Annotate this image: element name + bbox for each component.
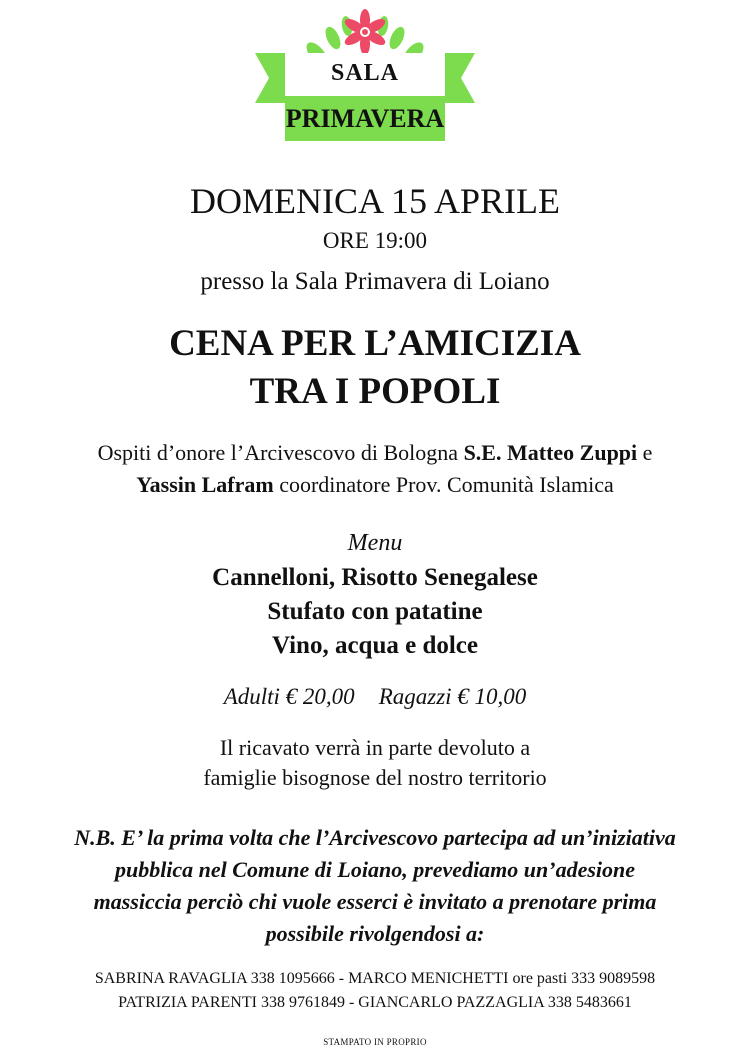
event-venue: presso la Sala Primavera di Loiano	[200, 268, 550, 295]
guests-line2	[0, 472, 750, 498]
menu-item: Stufato con patatine	[267, 598, 483, 625]
event-title-line1: CENA PER L’AMICIZIA	[169, 323, 581, 364]
guests-line1	[0, 440, 750, 466]
footer-note: STAMPATO IN PROPRIO	[323, 1037, 427, 1047]
guests-line1-post: e	[637, 440, 653, 465]
menu-item: Cannelloni, Risotto Senegalese	[212, 564, 538, 591]
nb-line: pubblica nel Comune di Loiano, prevediamo un’adesione	[114, 857, 636, 882]
logo-line1: SALA	[330, 60, 400, 86]
guest-name-lafram: Yassin Lafram	[136, 472, 274, 497]
menu-item: Vino, acqua e dolce	[271, 632, 479, 659]
contacts-line1: SABRINA RAVAGLIA 338 1095666 - MARCO MENICHETTI ore pasti 333 9089598	[94, 970, 656, 987]
price-adults: Adulti € 20,00	[223, 684, 355, 709]
event-date: DOMENICA 15 APRILE	[189, 181, 561, 221]
guest-name-zuppi: S.E. Matteo Zuppi	[463, 440, 638, 465]
guests-line1-pre: Ospiti d’onore l’Arcivescovo di Bologna	[97, 440, 464, 465]
event-title-line2: TRA I POPOLI	[249, 371, 501, 412]
guests-line2-post: coordinatore Prov. Comunità Islamica	[273, 472, 614, 497]
event-time: ORE 19:00	[322, 228, 428, 253]
nb-line: N.B. E’ la prima volta che l’Arcivescovo partecipa ad un’iniziativa	[74, 825, 676, 850]
prices	[0, 684, 750, 710]
menu-heading: Menu	[347, 530, 403, 556]
proceeds-line1: Il ricavato verrà in parte devoluto a	[219, 735, 531, 760]
nb-line: possibile rivolgendosi a:	[265, 921, 485, 946]
nb-line: massiccia perciò chi vuole esserci è invitato a prenotare prima	[93, 889, 657, 914]
logo-line2: PRIMAVERA	[285, 104, 445, 133]
proceeds-line2: famiglie bisognose del nostro territorio	[203, 765, 547, 790]
contacts-line2: PATRIZIA PARENTI 338 9761849 - GIANCARLO PAZZAGLIA 338 5483661	[118, 994, 632, 1011]
price-kids: Ragazzi € 10,00	[378, 684, 527, 709]
